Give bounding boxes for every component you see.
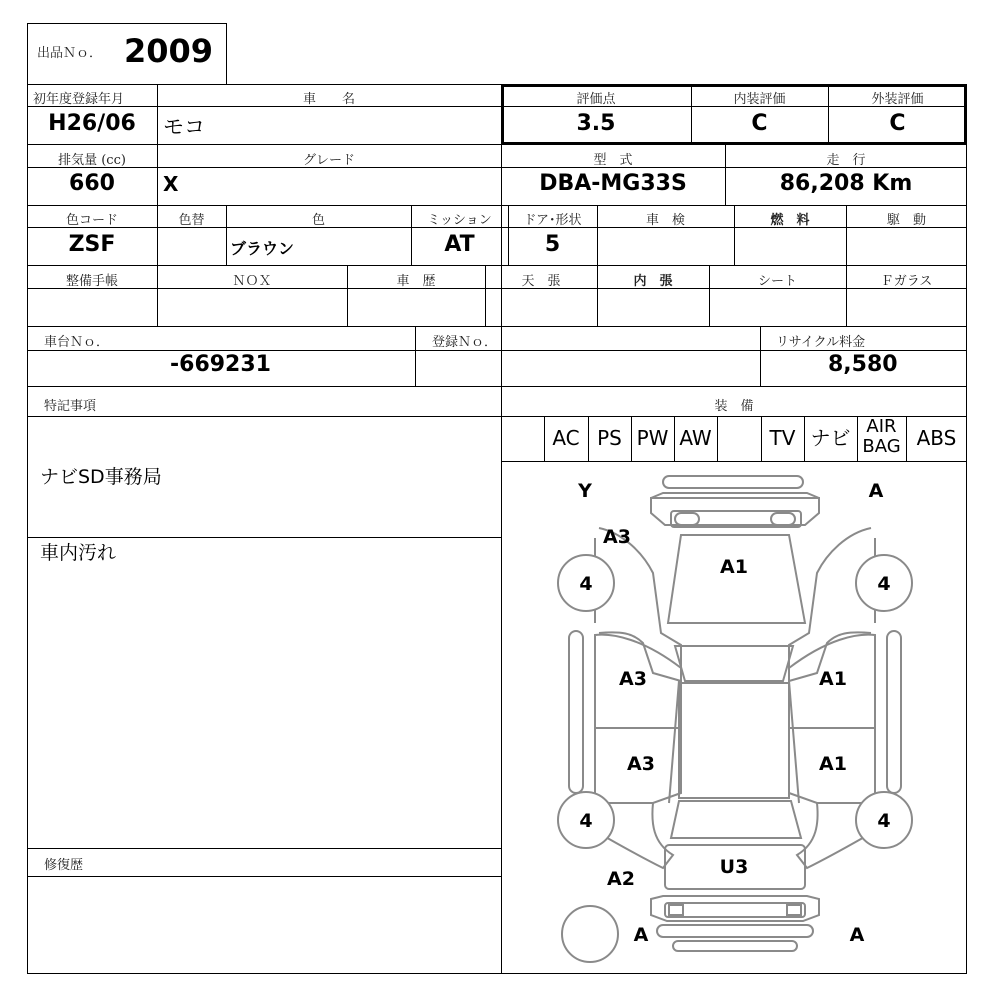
chassis-number-value: -669231 bbox=[170, 352, 271, 377]
door-value: 5 bbox=[544, 232, 561, 257]
mark-front-left-fender: A3 bbox=[603, 526, 631, 548]
score-label: 評価点 bbox=[576, 92, 616, 107]
chassis-number-label: 車台Ｎｏ． bbox=[44, 335, 110, 350]
color-code-label: 色コード bbox=[65, 213, 118, 228]
mark-rear-left-quarter: A2 bbox=[607, 868, 635, 890]
nox-label: ＮＯＸ bbox=[232, 274, 272, 289]
inner-lining-label: 内 張 bbox=[633, 274, 673, 289]
special-note-line-2: 車内汚れ bbox=[40, 542, 117, 564]
equipment-abs: ABS bbox=[916, 426, 957, 450]
interior-label: 内装評価 bbox=[733, 92, 786, 107]
mark-hood: A1 bbox=[720, 556, 748, 578]
color-change-label: 色替 bbox=[178, 213, 205, 228]
door-label: ドア･形状 bbox=[523, 213, 582, 228]
displacement-value: 660 bbox=[69, 171, 115, 196]
front-glass-label: Ｆガラス bbox=[880, 274, 933, 289]
ceiling-label: 天 張 bbox=[521, 274, 561, 289]
equipment-pw: PW bbox=[636, 426, 669, 450]
color-code-value: ZSF bbox=[68, 232, 116, 257]
color-label: 色 bbox=[311, 213, 325, 228]
color-value: ブラウン bbox=[230, 239, 295, 258]
mark-tire-fr: 4 bbox=[877, 573, 891, 595]
mark-trunk: U3 bbox=[719, 856, 749, 878]
spare-tire-icon bbox=[562, 906, 618, 962]
equipment-airbag-line2: BAG bbox=[862, 436, 901, 457]
maintenance-book-label: 整備手帳 bbox=[65, 274, 118, 289]
equipment-tv: TV bbox=[769, 426, 796, 450]
car-damage-diagram bbox=[503, 463, 967, 973]
mission-label: ミッション bbox=[427, 213, 492, 228]
model-value: DBA-MG33S bbox=[539, 171, 687, 196]
repair-history-label: 修復歴 bbox=[44, 858, 84, 873]
lot-number-label: 出品Ｎｏ． bbox=[37, 46, 103, 61]
score-value: 3.5 bbox=[576, 111, 616, 136]
exterior-label: 外装評価 bbox=[871, 92, 924, 107]
fuel-label: 燃 料 bbox=[770, 213, 810, 228]
interior-value: C bbox=[751, 111, 768, 136]
car-name-value: モコ bbox=[163, 115, 205, 139]
grade-label: グレード bbox=[302, 153, 355, 168]
special-notes-label: 特記事項 bbox=[44, 399, 97, 414]
model-label: 型 式 bbox=[593, 153, 633, 168]
inspection-label: 車 検 bbox=[645, 213, 685, 228]
equipment-label: 装 備 bbox=[714, 399, 754, 414]
equipment-aw: AW bbox=[679, 426, 712, 450]
registration-number-label: 登録Ｎｏ． bbox=[432, 335, 498, 350]
equipment-ps: PS bbox=[597, 426, 622, 450]
mileage-value: 86,208 Km bbox=[779, 171, 913, 196]
first-registration-label: 初年度登録年月 bbox=[33, 92, 125, 107]
equipment-airbag-line1: AIR bbox=[866, 416, 897, 437]
mark-rear-right-corner: A bbox=[849, 924, 865, 946]
exterior-value: C bbox=[889, 111, 906, 136]
history-label: 車 歴 bbox=[396, 274, 436, 289]
mark-front-right-corner: A bbox=[868, 480, 884, 502]
mileage-label: 走 行 bbox=[826, 153, 866, 168]
first-registration-value: H26/06 bbox=[48, 111, 136, 136]
mark-front-right-door: A1 bbox=[819, 668, 847, 690]
mark-tire-fl: 4 bbox=[579, 573, 593, 595]
displacement-label: 排気量 (cc) bbox=[58, 153, 126, 168]
grade-value: X bbox=[163, 172, 179, 196]
car-name-label: 車 名 bbox=[302, 92, 355, 107]
mark-rear-left-corner: A bbox=[633, 924, 649, 946]
mark-rear-right-door: A1 bbox=[819, 753, 847, 775]
special-note-line-1: ナビSD事務局 bbox=[40, 466, 162, 488]
seat-label: シート bbox=[757, 274, 797, 289]
equipment-navi: ナビ bbox=[810, 426, 851, 450]
mark-tire-rl: 4 bbox=[579, 810, 593, 832]
mark-front-left-door: A3 bbox=[619, 668, 647, 690]
mark-rear-left-door: A3 bbox=[627, 753, 655, 775]
drive-label: 駆 動 bbox=[886, 213, 926, 228]
lot-number-value: 2009 bbox=[124, 32, 214, 70]
recycle-fee-value: 8,580 bbox=[828, 352, 898, 377]
mark-front-left-corner: Y bbox=[578, 480, 592, 502]
mark-tire-rr: 4 bbox=[877, 810, 891, 832]
mission-value: AT bbox=[444, 232, 475, 257]
equipment-ac: AC bbox=[552, 426, 580, 450]
recycle-fee-label: リサイクル料金 bbox=[776, 335, 866, 350]
